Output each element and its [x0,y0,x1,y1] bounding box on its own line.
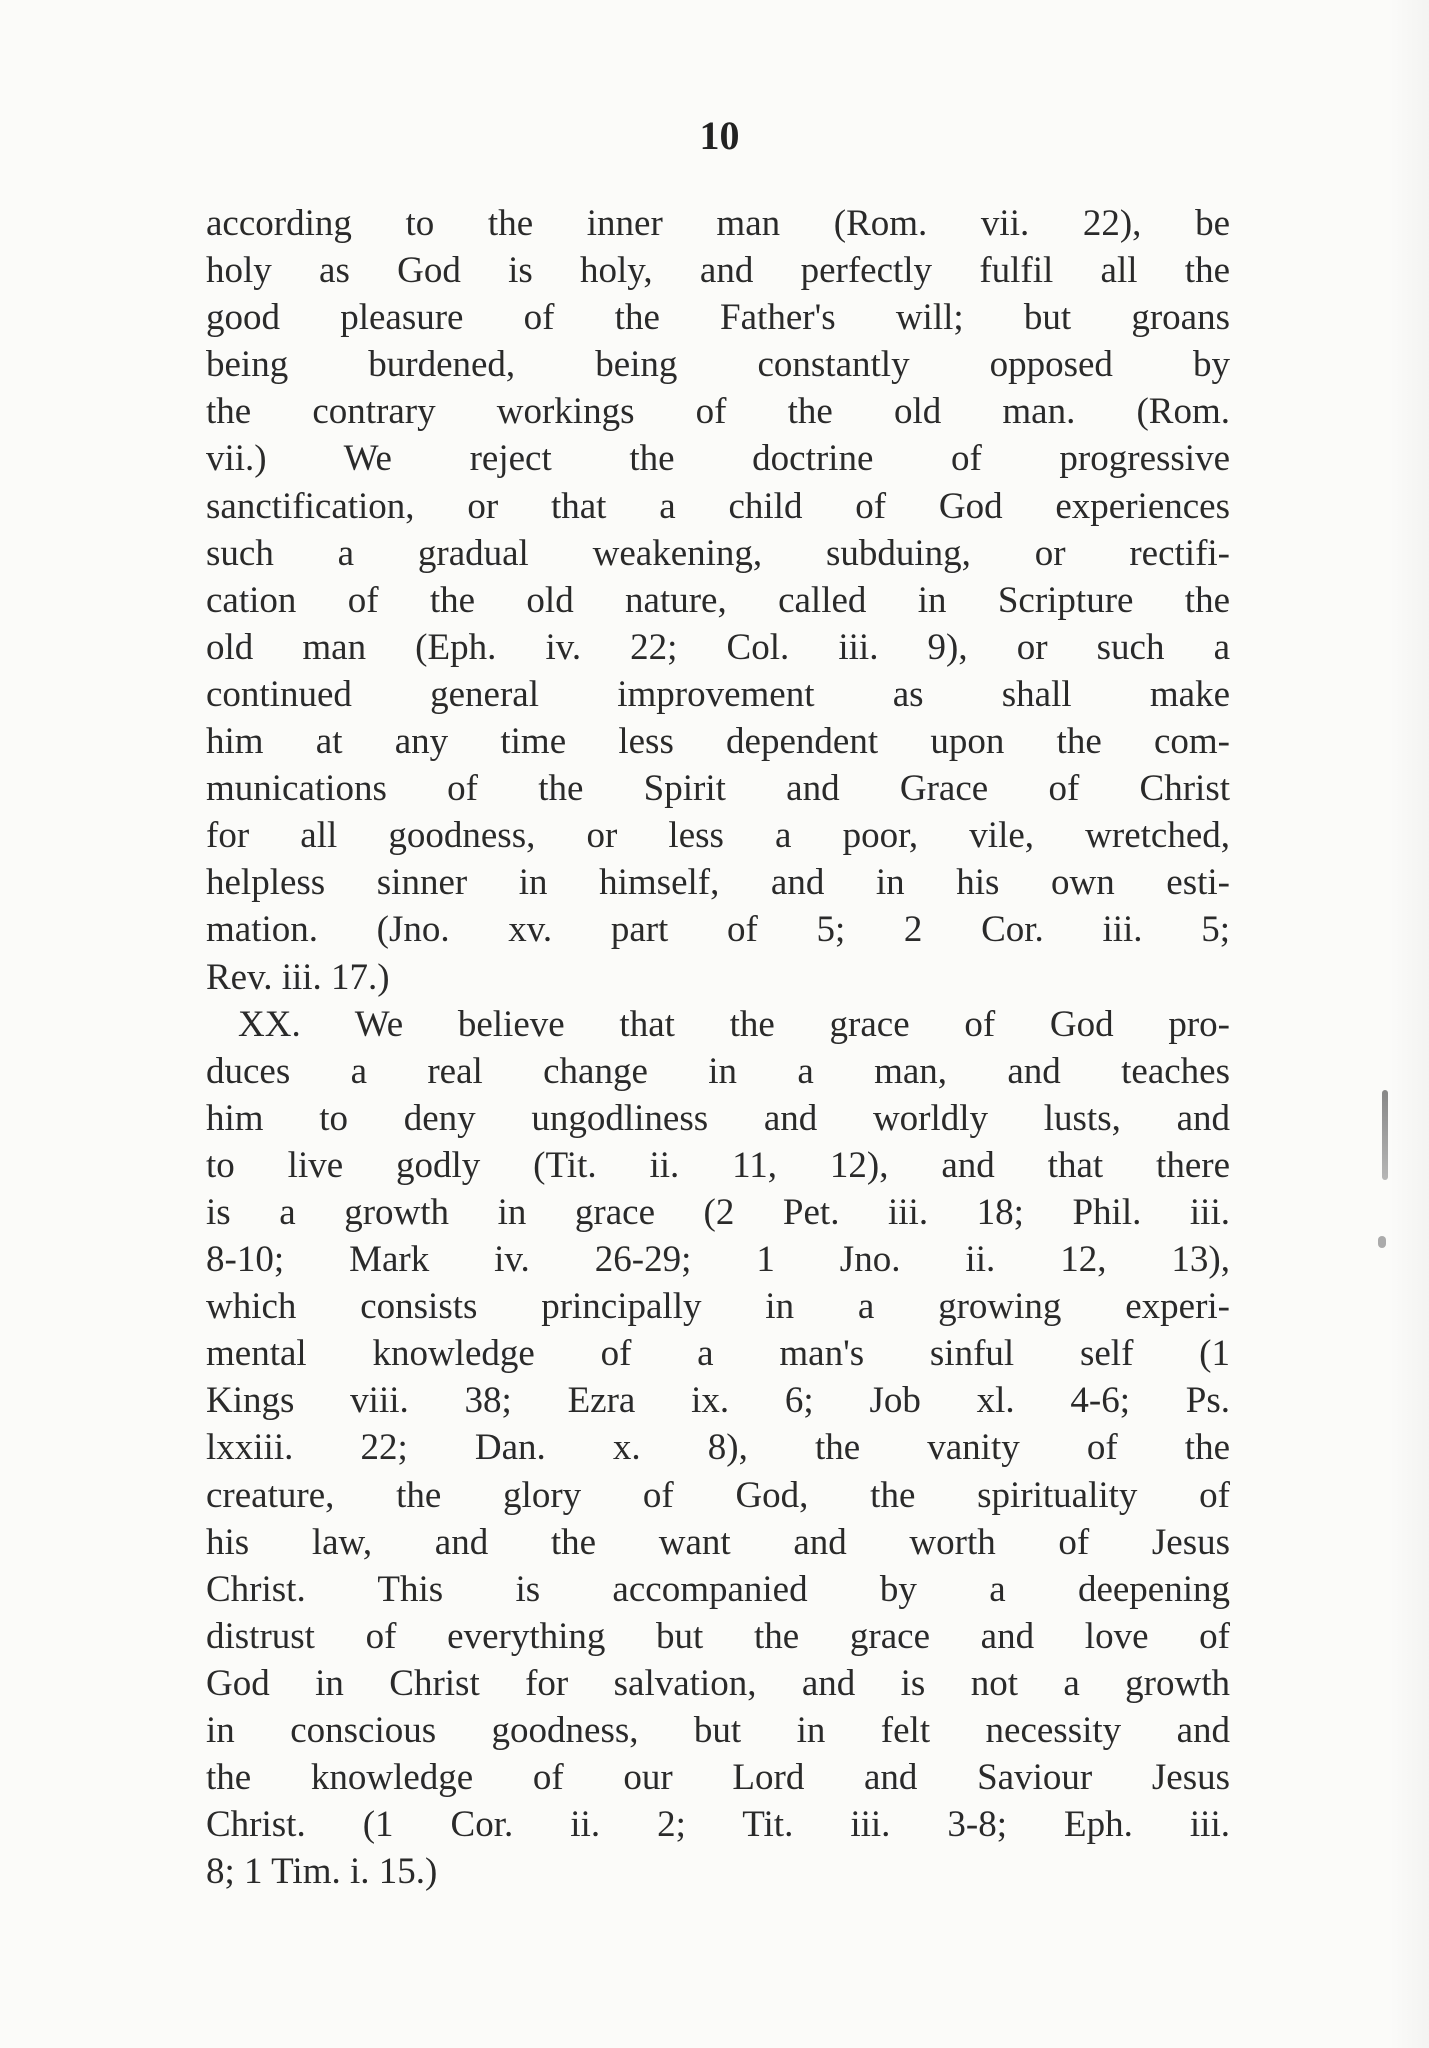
text-line: lxxiii. 22; Dan. x. 8), the vanity of the [206,1427,1230,1469]
text-line: to live godly (Tit. ii. 11, 12), and that there [206,1144,1230,1186]
text-line: 8; 1 Tim. i. 15.) [206,1851,438,1893]
text-line: 8-10; Mark iv. 26-29; 1 Jno. ii. 12, 13), [206,1239,1230,1281]
text-line: is a growth in grace (2 Pet. iii. 18; Phil. iii. [206,1191,1230,1233]
page-edge-shadow [1389,0,1429,2048]
text-line: helpless sinner in himself, and in his own esti- [206,862,1230,904]
text-line: vii.) We reject the doctrine of progressive [206,438,1230,480]
text-line: holy as God is holy, and perfectly fulfil all the [206,250,1230,292]
text-line: according to the inner man (Rom. vii. 22), be [206,203,1230,244]
text-line: the knowledge of our Lord and Saviour Jesus [206,1757,1230,1799]
text-line: being burdened, being constantly opposed by [206,344,1230,386]
body-text [206,200,1230,1895]
text-line: Kings viii. 38; Ezra ix. 6; Job xl. 4-6; Ps. [206,1380,1230,1422]
text-line: God in Christ for salvation, and is not a growth [206,1662,1230,1704]
page-number: 10 [699,113,740,158]
text-line: XX. We believe that the grace of God pro- [238,1003,1230,1045]
text-line: in conscious goodness, but in felt necessity and [206,1710,1230,1751]
text-line: his law, and the want and worth of Jesus [206,1521,1230,1563]
text-line: munications of the Spirit and Grace of Christ [206,768,1230,810]
text-line: sanctification, or that a child of God experiences [206,485,1230,527]
text-line: him to deny ungodliness and worldly lusts, and [206,1097,1230,1139]
text-line: creature, the glory of God, the spirituality of [206,1474,1230,1516]
text-line: Christ. (1 Cor. ii. 2; Tit. iii. 3-8; Eph. iii. [206,1804,1230,1846]
text-line: Christ. This is accompanied by a deepening [206,1568,1230,1610]
text-line: for all goodness, or less a poor, vile, wretched, [206,815,1230,857]
scan-artifact [1378,1236,1386,1248]
text-line: old man (Eph. iv. 22; Col. iii. 9), or such a [206,626,1230,668]
text-line: such a gradual weakening, subduing, or rectifi- [206,532,1230,574]
text-line: Rev. iii. 17.) [206,956,390,998]
text-line: cation of the old nature, called in Scripture the [206,579,1230,621]
text-line: distrust of everything but the grace and love of [206,1615,1230,1657]
text-line: mation. (Jno. xv. part of 5; 2 Cor. iii. 5; [206,909,1230,951]
text-line: him at any time less dependent upon the com- [206,721,1230,763]
text-line: continued general improvement as shall make [206,673,1230,715]
text-line: mental knowledge of a man's sinful self (1 [206,1333,1230,1375]
text-line: duces a real change in a man, and teaches [206,1050,1230,1092]
text-line: which consists principally in a growing experi- [206,1286,1230,1328]
scan-artifact [1382,1090,1388,1180]
text-line: good pleasure of the Father's will; but groans [206,297,1230,339]
text-line: the contrary workings of the old man. (Rom. [206,391,1230,433]
